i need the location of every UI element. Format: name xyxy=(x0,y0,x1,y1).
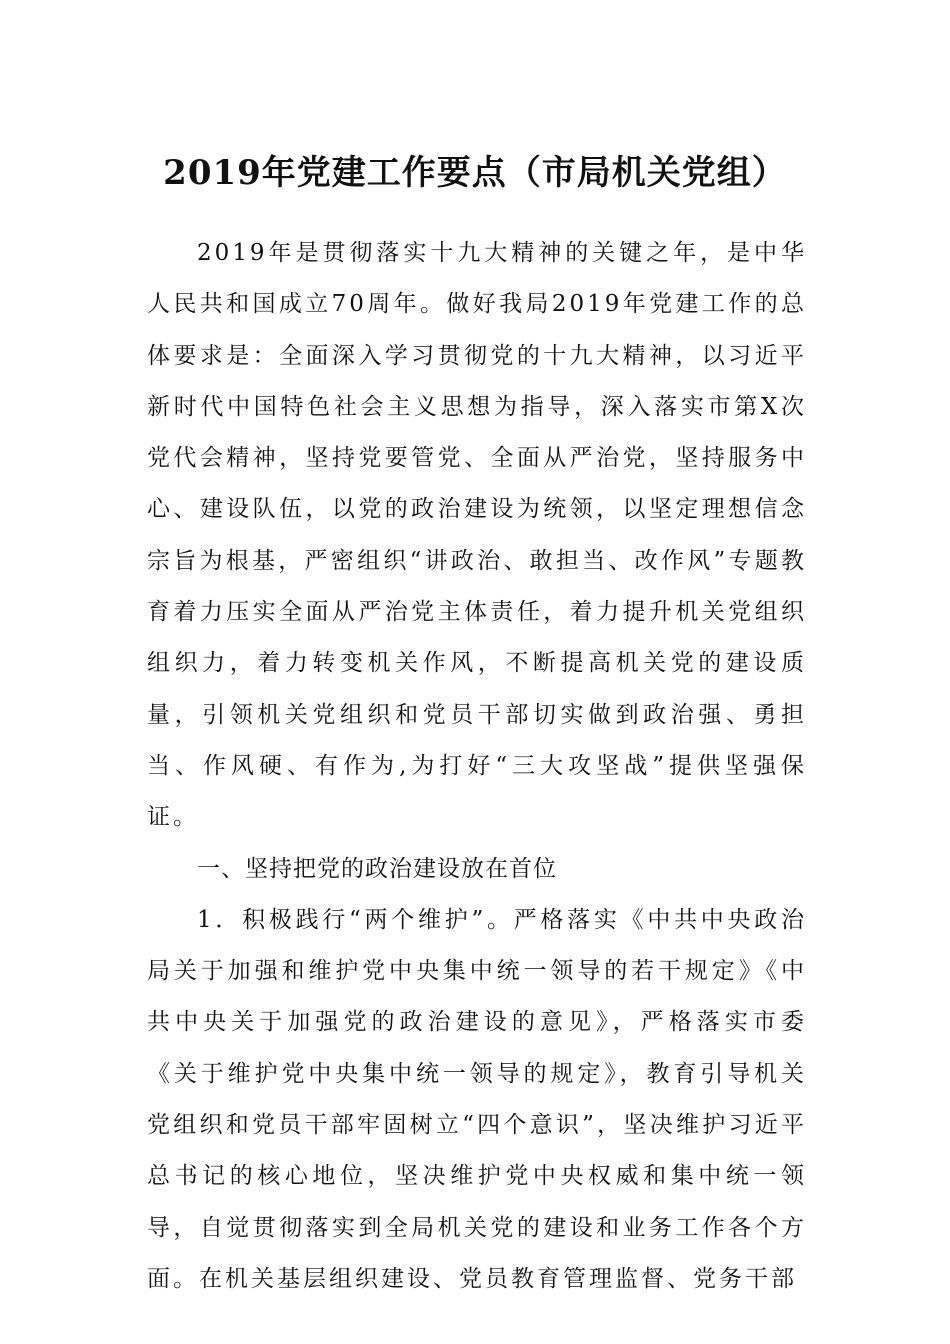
document-body xyxy=(147,228,807,1305)
intro-paragraph: 2019年是贯彻落实十九大精神的关键之年，是中华人民共和国成立70周年。做好我局2019年党建工作的总体要求是：全面深入学习贯彻党的十九大精神，以习近平新时代中国特色社会主义思想为指导，深入落实市第X次党代会精神，坚持党要管党、全面从严治党，坚持服务中心、建设队伍，以党的政治建设为统领，以坚定理想信念宗旨为根基，严密组织“讲政治、敢担当、改作风”专题教育着力压实全面从严治党主体责任，着力提升机关党组织组织力，着力转变机关作风，不断提高机关党的建设质量，引领机关党组织和党员干部切实做到政治强、勇担当、作风硬、有作为,为打好“三大攻坚战”提供坚强保证。 xyxy=(147,240,807,831)
item-1-paragraph: 1．积极践行“两个维护”。严格落实《中共中央政治局关于加强和维护党中央集中统一领导的若干规定》《中共中央关于加强党的政治建设的意见》，严格落实市委《关于维护党中央集中统一领导的规定》，教育引导机关党组织和党员干部牢固树立“四个意识”，坚决维护习近平总书记的核心地位，坚决维护党中央权威和集中统一领导，自觉贯彻落实到全局机关党的建设和业务工作各个方面。在机关基层组织建设、党员教育管理监督、党务干部 xyxy=(147,906,807,1292)
section-heading: 一、坚持把党的政治建设放在首位 xyxy=(197,855,557,882)
document-title: 2019年党建工作要点（市局机关党组） xyxy=(163,152,787,193)
